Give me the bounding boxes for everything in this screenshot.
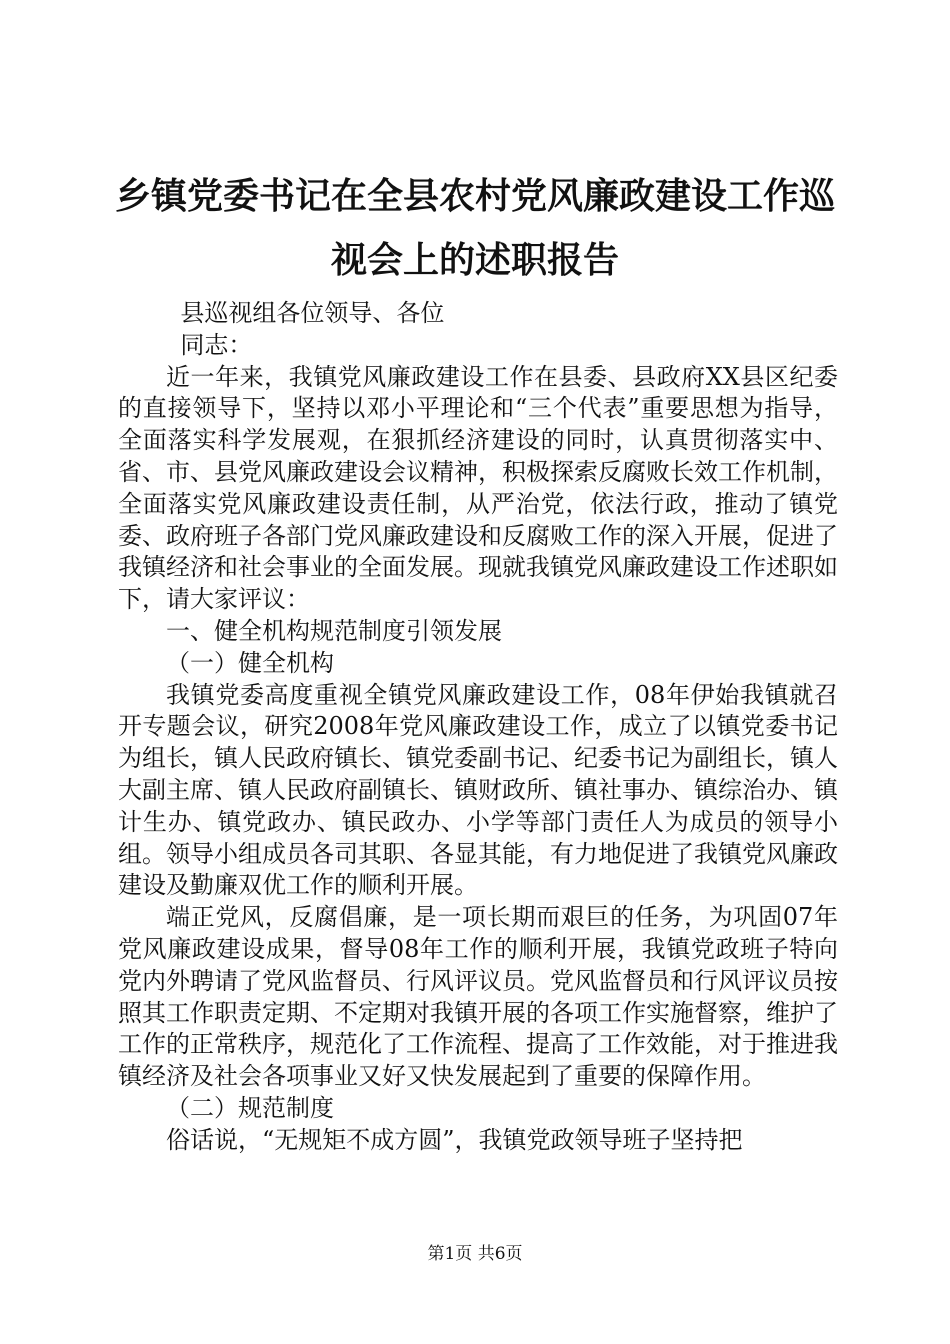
page-number-footer: 第1页 共6页 bbox=[427, 1244, 523, 1264]
document-body bbox=[118, 298, 838, 1157]
subsection-heading-2: （二）规范制度 bbox=[166, 1093, 334, 1122]
paragraph-intro: 近一年来，我镇党风廉政建设工作在县委、县政府XX县区纪委的直接领导下，坚持以邓小平理论和“三个代表”重要思想为指导，全面落实科学发展观，在狠抓经济建设的同时，认真贯彻落实中、省、市、县党风廉政建设会议精神，积极探索反腐败长效工作机制，全面落实党风廉政建设责任制，从严治党，依法行政，推动了镇党委、政府班子各部门党风廉政建设和反腐败工作的深入开展，促进了我镇经济和社会事业的全面发展。现就我镇党风廉政建设工作述职如下，请大家评议： bbox=[118, 362, 838, 614]
section-heading-1: 一、健全机构规范制度引领发展 bbox=[166, 616, 502, 645]
paragraph-organization: 我镇党委高度重视全镇党风廉政建设工作，08年伊始我镇就召开专题会议，研究2008年党风廉政建设工作，成立了以镇党委书记为组长，镇人民政府镇长、镇党委副书记、纪委书记为副组长，镇人大副主席、镇人民政府副镇长、镇财政所、镇社事办、镇综治办、镇计生办、镇党政办、镇民政办、小学等部门责任人为成员的领导小组。领导小组成员各司其职、各显其能，有力地促进了我镇党风廉政建设及勤廉双优工作的顺利开展。 bbox=[118, 680, 838, 900]
document-title: 乡镇党委书记在全县农村党风廉政建设工作巡视会上的述职报告 bbox=[114, 175, 835, 281]
paragraph-rules: 俗话说，“无规矩不成方圆”，我镇党政领导班子坚持把 bbox=[166, 1125, 743, 1154]
salutation-line-2: 同志： bbox=[180, 330, 253, 359]
subsection-heading-1: （一）健全机构 bbox=[166, 648, 334, 677]
paragraph-supervision: 端正党风，反腐倡廉，是一项长期而艰巨的任务，为巩固07年党风廉政建设成果，督导08年工作的顺利开展，我镇党政班子特向党内外聘请了党风监督员、行风评议员。党风监督员和行风评议员按照其工作职责定期、不定期对我镇开展的各项工作实施督察，维护了工作的正常秩序，规范化了工作流程、提高了工作效能，对于推进我镇经济及社会各项事业又好又快发展起到了重要的保障作用。 bbox=[118, 903, 838, 1091]
salutation-line-1: 县巡视组各位领导、各位 bbox=[180, 299, 445, 327]
